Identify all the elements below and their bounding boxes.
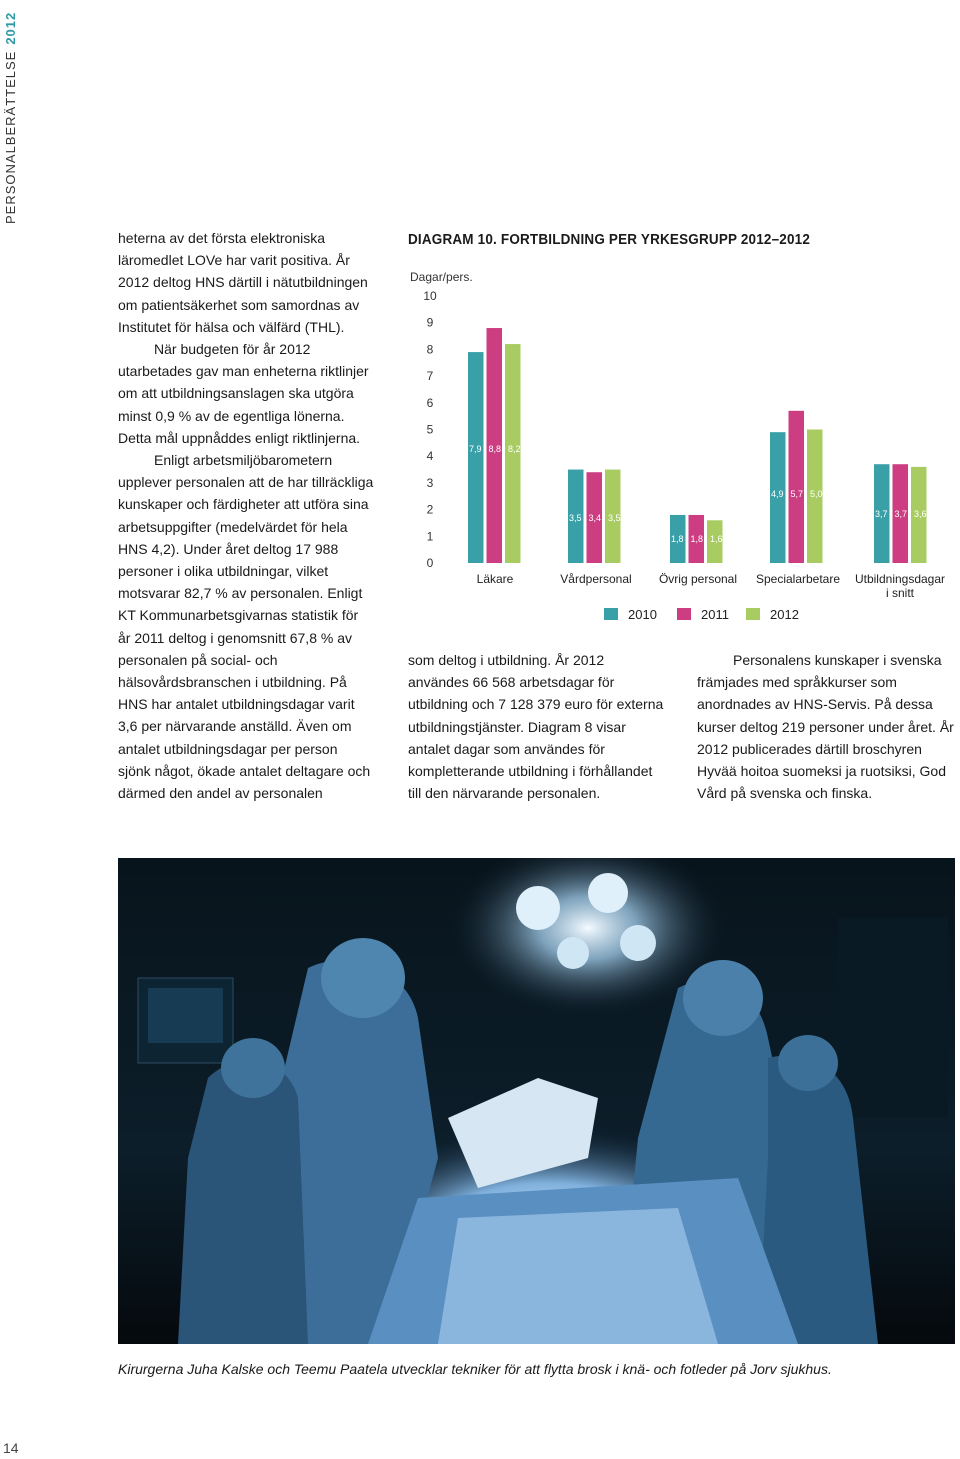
data-label: 3,5 <box>608 513 621 523</box>
category-label: Vårdpersonal <box>560 572 632 586</box>
y-tick-label: 0 <box>426 556 434 570</box>
category-label: Övrig personal <box>658 572 738 586</box>
data-label: 3,4 <box>588 513 602 523</box>
surgery-photo <box>118 858 955 1344</box>
y-tick-label: 5 <box>426 422 434 437</box>
y-tick-label: 10 <box>423 289 437 303</box>
y-tick-label: 7 <box>426 369 434 384</box>
legend-label: 2012 <box>770 607 799 622</box>
legend-label: 2011 <box>701 607 729 622</box>
bar-2010 <box>468 352 484 563</box>
section-label-year: 2012 <box>3 11 18 45</box>
data-label: 5,0 <box>810 489 823 499</box>
legend-swatch-2011 <box>677 608 691 620</box>
legend-swatch-2010 <box>604 608 618 620</box>
paragraph: Enligt arbetsmiljöbarometern upplever personalen att de har tillräckliga kunskaper och färdigheter att utföra sina arbetsuppgifter (medelvärdet för hela HNS 4,2). Under året deltog 17 988 personer i olika utbildningar, vilket motsvarar 82,7 % av personalen. Enligt KT Kommunarbetsgivarnas statistik för år 2011 deltog i genomsnitt 67,8 % av personalen på social- och hälsovårdsbranschen i utbildning. På HNS har antalet utbildningsdagar varit 3,6 per närvarande anställd. Även om antalet utbildningsdagar per person sjönk något, ökade antalet deltagare och därmed den andel av personalen <box>118 452 374 802</box>
bar-2011 <box>789 411 805 563</box>
y-tick-label: 6 <box>426 395 434 410</box>
text-column-2 <box>408 649 668 804</box>
paragraph: Personalens kunskaper i svenska främjades med språkkurser som anordnades av HNS-Servis. På dessa kurser deltog 219 personer under året. År 2012 publicerades därtill broschyren Hyvää hoitoa suomeksi ja ruotsiksi, God Vård på svenska och finska. <box>697 652 954 802</box>
page-number: 14 <box>3 1440 19 1456</box>
data-label: 7,9 <box>469 444 482 454</box>
diagram-title: DIAGRAM 10. FORTBILDNING PER YRKESGRUPP 2012–2012 <box>408 232 811 248</box>
data-label: 1,8 <box>690 534 704 544</box>
data-label: 1,8 <box>671 534 684 544</box>
y-tick-label: 1 <box>426 529 434 544</box>
y-tick-label: 8 <box>426 342 434 357</box>
data-label: 3,5 <box>569 513 582 523</box>
category-label: Specialarbetare <box>755 572 841 586</box>
data-label: 4,9 <box>771 489 784 499</box>
y-axis-label: Dagar/pers. <box>410 270 473 284</box>
legend-label: 2010 <box>628 607 657 622</box>
text-column-3 <box>697 649 959 804</box>
category-label: Läkare <box>476 572 514 586</box>
category-label: i snitt <box>885 586 915 600</box>
data-label: 5,7 <box>790 489 804 499</box>
bar-chart <box>400 265 960 635</box>
paragraph: som deltog i utbildning. År 2012 användes 66 568 arbetsdagar för utbildning och 7 128 379 euro för externa utbildningstjänster. Diagram 8 visar antalet dagar som användes för kompletterande utbildning i förhållandet till den närvarande personalen. <box>408 652 664 802</box>
section-label <box>3 2 21 224</box>
y-tick-label: 4 <box>426 449 434 464</box>
text-column-1 <box>118 227 374 804</box>
data-label: 3,6 <box>914 509 927 519</box>
paragraph: När budgeten för år 2012 utarbetades gav man enheterna riktlinjer om att utbildningsanslagen ska utgöra minst 0,9 % av de egentliga lönerna. Detta mål uppnåddes enligt riktlinjerna. <box>118 341 369 446</box>
section-label-text: PERSONALBERÄTTELSE <box>3 50 18 224</box>
y-tick-label: 9 <box>426 315 434 330</box>
data-label: 1,6 <box>710 534 723 544</box>
category-label: Utbildningsdagar <box>854 572 946 586</box>
legend-swatch-2012 <box>746 608 760 620</box>
data-label: 3,7 <box>875 509 888 519</box>
y-tick-label: 3 <box>426 475 434 490</box>
data-label: 8,2 <box>508 444 521 454</box>
data-label: 8,8 <box>488 444 502 454</box>
y-tick-label: 2 <box>426 502 434 517</box>
data-label: 3,7 <box>894 509 908 519</box>
paragraph: heterna av det första elektroniska läromedlet LOVe har varit positiva. År 2012 deltog HNS därtill i nätutbildningen om patientsäkerhet som samordnas av Institutet för hälsa och välfärd (THL). <box>118 230 368 335</box>
photo-caption: Kirurgerna Juha Kalske och Teemu Paatela utvecklar tekniker för att flytta brosk i knä- och fotleder på Jorv sjukhus. <box>118 1361 832 1377</box>
